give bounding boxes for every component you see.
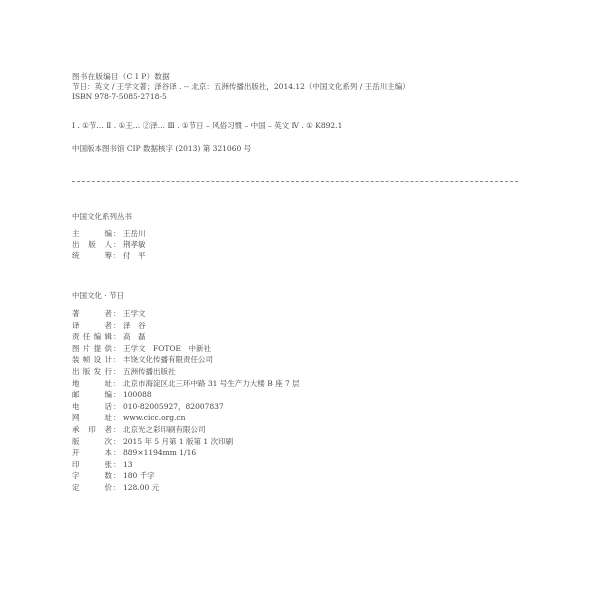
- credit-label-char: 者: [104, 309, 112, 318]
- series-credits: [72, 212, 146, 262]
- credit-row: [72, 240, 146, 251]
- book-rows: [72, 309, 300, 495]
- credit-label: [72, 344, 112, 356]
- credit-value: 128.00 元: [123, 482, 160, 492]
- credit-colon: ：: [113, 424, 121, 434]
- credit-label: [72, 332, 112, 344]
- credit-label: [72, 402, 112, 414]
- credit-row: [72, 413, 300, 425]
- credit-value: 180 千字: [123, 471, 155, 481]
- credit-row: [72, 344, 300, 356]
- credit-value: www.cicc.org.cn: [123, 413, 186, 423]
- credit-value: 13: [123, 459, 133, 469]
- credit-label-char: 统: [72, 251, 80, 260]
- credit-colon: ：: [113, 320, 121, 330]
- credit-colon: ：: [113, 240, 121, 249]
- credit-colon: ：: [113, 332, 121, 342]
- cip-block: [72, 72, 410, 102]
- credit-colon: ：: [113, 459, 121, 469]
- credit-label-char: 辑: [104, 332, 112, 342]
- credit-colon: ：: [113, 401, 121, 411]
- cip-classification: Ⅰ . ①节… Ⅱ . ①王… ②泽… Ⅲ . ①节日 – 风俗习惯 – 中国 – 英文 Ⅳ . ① K892.1: [72, 121, 343, 130]
- credit-colon: ：: [113, 471, 121, 481]
- credit-colon: ：: [113, 251, 121, 260]
- credit-colon: ：: [113, 366, 121, 376]
- credit-row: [72, 425, 300, 437]
- credit-row: [72, 471, 300, 483]
- credit-label: [72, 367, 112, 379]
- credit-label-char: 供: [104, 343, 112, 353]
- credit-value: 010-82005927，82007837: [123, 401, 224, 411]
- credit-label: [72, 309, 112, 321]
- credit-label-char: 版: [88, 240, 96, 249]
- cip-bibliographic-line: 节日：英文 / 王学文著；泽谷译 . -- 北京：五洲传播出版社，2014.12（中国文化系列 / 王岳川主编）: [72, 82, 410, 91]
- credit-label-char: 片: [82, 343, 91, 353]
- credit-label-char: 设: [93, 355, 102, 365]
- credit-label-char: 开: [72, 448, 80, 458]
- credit-label-char: 版: [82, 366, 91, 376]
- cip-number: 中国版本图书馆 CIP 数据核字 (2013) 第 321060 号: [72, 144, 252, 153]
- credit-value: 付 平: [123, 251, 146, 260]
- credit-label-char: 人: [104, 240, 112, 249]
- credit-colon: ：: [113, 448, 121, 458]
- credit-label-char: 著: [72, 309, 80, 318]
- credit-label-char: 承: [72, 424, 80, 434]
- credit-label-char: 提: [93, 343, 102, 353]
- credit-colon: ：: [113, 390, 121, 400]
- credit-label-char: 发: [93, 366, 102, 376]
- credit-row: [72, 483, 300, 495]
- credit-label-char: 帧: [82, 355, 91, 365]
- credit-label-char: 装: [72, 355, 80, 365]
- credit-row: [72, 437, 300, 449]
- credit-colon: ：: [113, 229, 121, 238]
- credit-row: [72, 367, 300, 379]
- credit-value: 2015 年 5 月第 1 版第 1 次印刷: [123, 436, 234, 446]
- book-credits: [72, 291, 300, 495]
- credit-label-char: 版: [72, 436, 80, 446]
- credit-row: [72, 448, 300, 460]
- credit-value: 五洲传播出版社: [123, 366, 176, 376]
- credit-label: [72, 390, 112, 402]
- credit-label: [72, 229, 112, 240]
- credit-label-char: 话: [104, 401, 112, 411]
- credit-value: 北京市海淀区北三环中路 31 号生产力大楼 B 座 7 层: [123, 378, 300, 388]
- credit-label: [72, 483, 112, 495]
- credit-value: 王岳川: [123, 229, 146, 238]
- credit-label-char: 责: [72, 332, 80, 342]
- credit-colon: ：: [113, 355, 121, 365]
- credit-value: 北京光之彩印刷有限公司: [123, 424, 206, 434]
- series-title: 中国文化系列丛书: [72, 212, 132, 221]
- credit-label: [72, 379, 112, 391]
- credit-label-char: 筹: [104, 251, 112, 260]
- credit-value: 高 磊: [123, 332, 146, 342]
- credit-label-char: 编: [104, 229, 112, 238]
- series-rows: [72, 229, 146, 262]
- credit-value: 荆孝敏: [123, 240, 146, 249]
- credit-label-char: 邮: [72, 390, 80, 400]
- credit-value: 889×1194mm 1/16: [123, 448, 197, 458]
- credit-label-char: 本: [104, 448, 112, 458]
- credit-label: [72, 355, 112, 367]
- credit-row: [72, 460, 300, 472]
- credit-label-char: 者: [104, 424, 112, 434]
- credit-value: 王学文: [123, 309, 146, 318]
- credit-value: 泽 谷: [123, 320, 146, 330]
- credit-label-char: 印: [88, 424, 96, 434]
- credit-value: 王学文 FOTOE 中新社: [123, 343, 211, 353]
- credit-row: [72, 402, 300, 414]
- credit-label: [72, 251, 112, 262]
- credit-colon: ：: [113, 413, 121, 423]
- book-title: 中国文化 · 节日: [72, 291, 125, 300]
- credit-label-char: 数: [104, 471, 112, 481]
- credit-label-char: 者: [104, 320, 112, 330]
- credit-label-char: 址: [104, 378, 112, 388]
- credit-label-char: 址: [104, 413, 112, 423]
- dashed-divider: [72, 181, 518, 182]
- credit-row: [72, 251, 146, 262]
- credit-row: [72, 379, 300, 391]
- credit-row: [72, 321, 300, 333]
- credit-row: [72, 229, 146, 240]
- credit-label-char: 编: [104, 390, 112, 400]
- credit-colon: ：: [113, 309, 121, 318]
- credit-label-char: 主: [72, 229, 80, 238]
- cip-isbn: ISBN 978-7-5085-2718-5: [72, 92, 167, 101]
- credit-label-char: 出: [72, 240, 80, 249]
- credit-label: [72, 437, 112, 449]
- credit-colon: ：: [113, 378, 121, 388]
- credit-row: [72, 309, 300, 321]
- credit-colon: ：: [113, 436, 121, 446]
- credit-label-char: 电: [72, 401, 80, 411]
- credit-colon: ：: [113, 482, 121, 492]
- credit-label-char: 译: [72, 320, 80, 330]
- credit-colon: ：: [113, 343, 121, 353]
- credit-label-char: 次: [104, 436, 112, 446]
- credit-value: 丰饶文化传播有限责任公司: [123, 355, 213, 365]
- credit-row: [72, 332, 300, 344]
- credit-label: [72, 448, 112, 460]
- credit-label-char: 计: [104, 355, 112, 365]
- credit-label: [72, 240, 112, 251]
- credit-value: 100088: [123, 390, 152, 400]
- credit-label: [72, 321, 112, 333]
- credit-label: [72, 425, 112, 437]
- credit-label-char: 字: [72, 471, 80, 481]
- credit-label: [72, 413, 112, 425]
- credit-label: [72, 471, 112, 483]
- credit-label-char: 图: [72, 343, 80, 353]
- credit-label-char: 定: [72, 482, 80, 492]
- cip-title: 图书在版编目（C I P）数据: [72, 72, 171, 81]
- credit-label-char: 任: [82, 332, 91, 342]
- credit-label: [72, 460, 112, 472]
- credit-label-char: 行: [104, 366, 112, 376]
- credit-label-char: 出: [72, 366, 80, 376]
- credit-label-char: 编: [93, 332, 102, 342]
- credit-label-char: 印: [72, 459, 80, 469]
- credit-label-char: 张: [104, 459, 112, 469]
- credit-row: [72, 390, 300, 402]
- credit-label-char: 地: [72, 378, 80, 388]
- credit-label-char: 价: [104, 482, 112, 492]
- credit-row: [72, 355, 300, 367]
- credit-label-char: 网: [72, 413, 80, 423]
